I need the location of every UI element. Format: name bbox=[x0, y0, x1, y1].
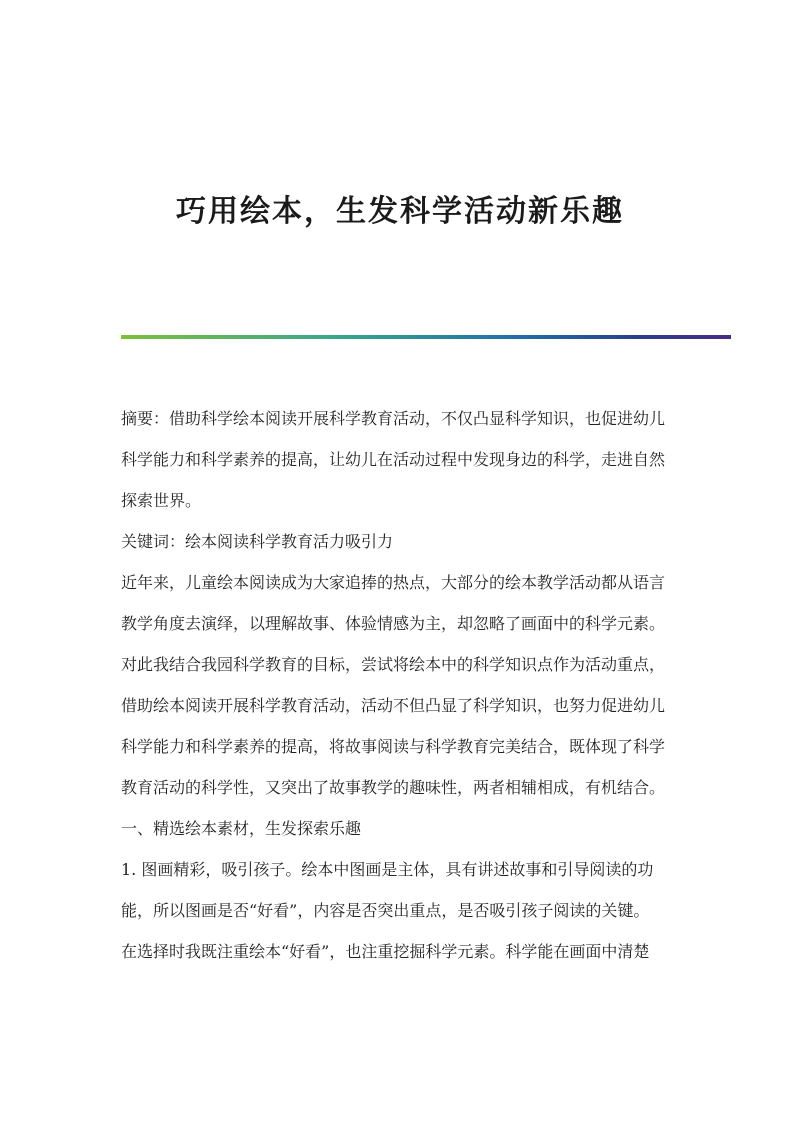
body-line: 教育活动的科学性，又突出了故事教学的趣味性，两者相辅相成，有机结合。 bbox=[121, 778, 666, 797]
section-heading: 一、精选绘本素材，生发探索乐趣 bbox=[121, 819, 362, 838]
body-line: 能，所以图画是否“好看”，内容是否突出重点，是否吸引孩子阅读的关键。 bbox=[121, 901, 650, 920]
body-line: 对此我结合我园科学教育的目标，尝试将绘本中的科学知识点作为活动重点， bbox=[121, 655, 666, 674]
body-line: 1. 图画精彩，吸引孩子。绘本中图画是主体，具有讲述故事和引导阅读的功 bbox=[121, 860, 654, 879]
body-line: 近年来，儿童绘本阅读成为大家追捧的热点，大部分的绘本教学活动都从语言 bbox=[121, 573, 666, 592]
abstract-line: 探索世界。 bbox=[121, 491, 202, 510]
title-divider bbox=[121, 335, 731, 339]
body-line: 借助绘本阅读开展科学教育活动，活动不但凸显了科学知识，也努力促进幼儿 bbox=[121, 696, 666, 715]
abstract-line: 科学能力和科学素养的提高，让幼儿在活动过程中发现身边的科学，走进自然 bbox=[121, 450, 666, 469]
document-body bbox=[121, 404, 681, 978]
abstract-line: 摘要：借助科学绘本阅读开展科学教育活动，不仅凸显科学知识，也促进幼儿 bbox=[121, 409, 666, 428]
document-title: 巧用绘本，生发科学活动新乐趣 bbox=[176, 194, 624, 229]
body-line: 科学能力和科学素养的提高，将故事阅读与科学教育完美结合，既体现了科学 bbox=[121, 737, 666, 756]
keywords-line: 关键词：绘本阅读科学教育活力吸引力 bbox=[121, 532, 394, 551]
body-line: 在选择时我既注重绘本“好看”，也注重挖掘科学元素。科学能在画面中清楚 bbox=[121, 942, 650, 961]
body-line: 教学角度去演绎，以理解故事、体验情感为主，却忽略了画面中的科学元素。 bbox=[121, 614, 666, 633]
